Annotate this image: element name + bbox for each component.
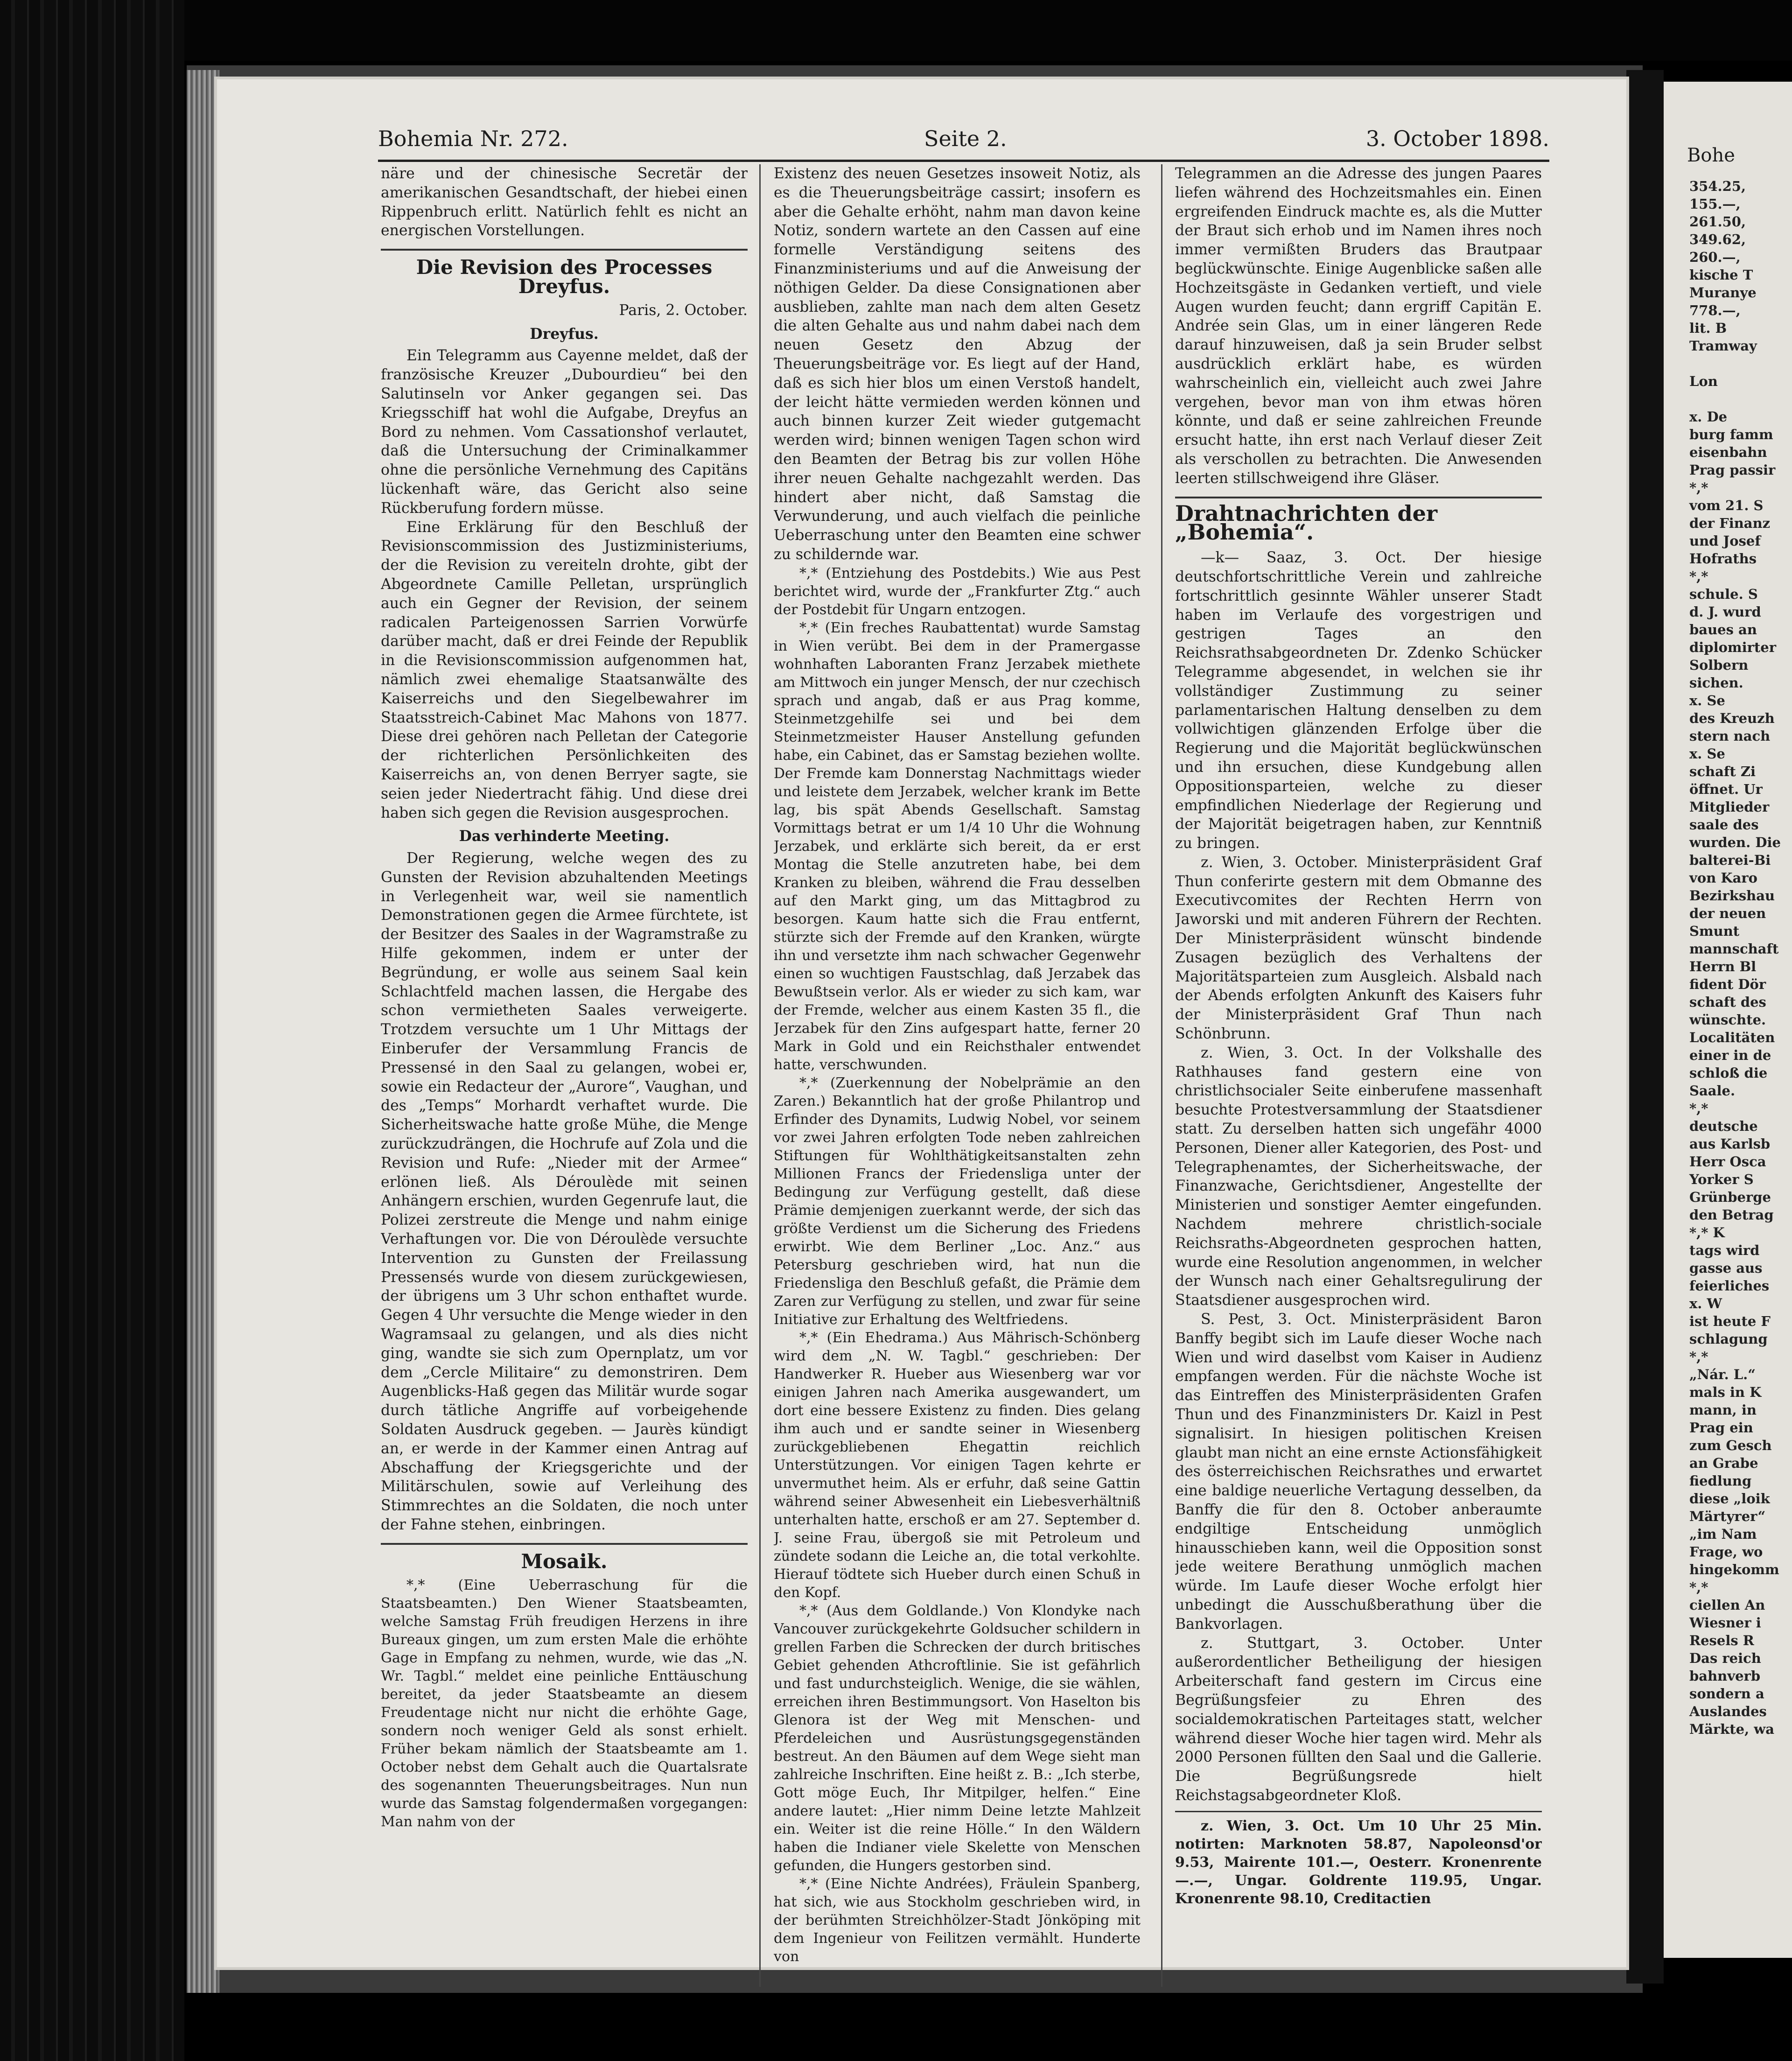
next-page-line: Herr Osca <box>1689 1154 1766 1170</box>
news-item: *,* (Zuerkennung der Nobelprämie an den Zaren.) Bekanntlich hat der große Philantrop und Erfinder des Dynamits, Ludwig Nobel, vor seinem vor zwei Jahren erfolgten Tode neben zahlreichen Stiftungen für Wohlthätigkeitsanstalten zehn Millionen Francs der Friedensliga unter der Bedingung zur Verfügung gestellt, daß diese Prämie demjenigen zuerkannt werde, der sich das größte Verdienst um die Sicherung des Friedens erwirbt. Wie dem Berliner „Loc. Anz.“ aus Petersburg geschrieben wird, hat nun die Friedensliga den Beschluß gefaßt, die Prämie dem Zaren zur Verfügung zu stellen, und zwar für seine Initiative zur Erhaltung des Weltfriedens. <box>774 1074 1141 1328</box>
next-page-line: fident Dör <box>1689 976 1766 992</box>
subhead-dreyfus: Dreyfus. <box>530 325 599 343</box>
next-page-line: Bezirkshau <box>1689 888 1775 904</box>
next-page-line: 778.—, <box>1689 302 1741 318</box>
next-page-line: wurden. Die <box>1689 834 1781 850</box>
next-page-line: Solbern <box>1689 657 1749 673</box>
next-page-line: und Josef <box>1689 533 1761 549</box>
next-page-line <box>1689 390 1792 408</box>
page-header <box>378 126 1549 159</box>
telegram: z. Wien, 3. October. Ministerpräsident Graf Thun conferirte gestern mit dem Obmanne des Executivcomites der Rechten Herrn von Jaworski und mit anderen Führern der Rechten. Der Ministerpräsident wünscht bindende Zusagen bezüglich des Verhaltens der Majoritätsparteien zum Ausgleich. Alsbald nach der Abends erfolgten Ankunft des Kaisers fuhr der Ministerpräsident Graf Thun nach Schönbrunn. <box>1175 854 1542 1043</box>
next-page-line: Lon <box>1689 373 1718 389</box>
next-page-line: Muranye <box>1689 285 1757 301</box>
next-page-line: *,* <box>1689 1101 1708 1116</box>
next-page-line: bahnverb <box>1689 1668 1761 1684</box>
next-page-line: Frage, wo <box>1689 1544 1763 1560</box>
next-page-line: ciellen An <box>1689 1597 1765 1613</box>
next-page-line: einer in de <box>1689 1047 1771 1063</box>
news-item: *,* (Ein freches Raubattentat) wurde Samstag in Wien verübt. Bei dem in der Pramergasse wohnhaften Laboranten Franz Jerzabek miethete am Mittwoch ein junger Mensch, der nur czechisch sprach und angab, daß er aus Prag komme, Steinmetzgehilfe sei und bei dem Steinmetzmeister Hauser Anstellung gefunden habe, ein Cabinet, das er Samstag beziehen wollte. Der Fremde kam Donnerstag Nachmittags wieder und leistete dem Jerzabek, welcher krank im Bette lag, bis spät Abends Gesellschaft. Samstag Vormittags betrat er um 1/4 10 Uhr die Wohnung Jerzabek, und erklärte sich bereit, da er erst Montag die Stelle anzutreten habe, bei dem Kranken zu bleiben, während die Frau desselben auf den Markt ging, um das Mittagbrod zu besorgen. Kaum hatte sich die Frau entfernt, stürzte sich der Fremde auf den Kranken, würgte ihn und versetzte ihm nach schwacher Gegenwehr einen so wuchtigen Faustschlag, daß Jerzabek das Bewußtsein verlor. Als er wieder zu sich kam, war der Fremde, welcher aus einem Kasten 35 fl., die Jerzabek für den Zins aufgespart hatte, ferner 20 Mark in Gold und ein Reichsthaler entwendet hatte, verschwunden. <box>774 619 1141 1073</box>
next-page-line: zum Gesch <box>1689 1437 1772 1453</box>
issue-date: 3. October 1898. <box>1365 126 1549 151</box>
next-page-line: der Finanz <box>1689 515 1771 531</box>
next-page-line: baues an <box>1689 622 1757 638</box>
next-page-line: diplomirter <box>1689 639 1777 655</box>
next-page-line: Das reich <box>1689 1650 1761 1666</box>
next-page-title: Bohe <box>1687 145 1735 166</box>
next-page-line: *,* <box>1689 568 1708 584</box>
next-page-line: Märkte, wa <box>1689 1721 1775 1737</box>
next-page-line: x. Se <box>1689 746 1725 762</box>
next-page-line: *,* <box>1689 480 1708 496</box>
next-page-line: stern nach <box>1689 728 1771 744</box>
next-page-line: Prag ein <box>1689 1420 1753 1436</box>
article-continuation: näre und der chinesische Secretär der amerikanischen Gesandtschaft, der hiebei einen Rippenbruch erlitt. Natürlich fehlt es nicht an energischen Vorstellungen. <box>381 165 748 239</box>
telegram: —k— Saaz, 3. Oct. Der hiesige deutschfortschrittliche Verein und zahlreiche fortschrittlich gesinnte Wähler unserer Stadt haben im Verlaufe des vorgestrigen und gestrigen Tages an den Reichsrathsabgeordneten Dr. Zdenko Schücker Telegramme abgesendet, in welchen sie ihr vollständiger Zustimmung zu seiner parlamentarischen Haltung denselben zu dem vollwichtigen glänzenden Erfolge über die Regierung und die Majorität beglückwünschen und ihn ersuchen, diese Kundgebung allen Oppositionsparteien, welche zu dieser empfindlichen Niederlage der Regierung und der Majorität beigetragen haben, zur Kenntniß zu bringen. <box>1175 549 1542 852</box>
next-page-line: balterei-Bi <box>1689 852 1771 868</box>
paragraph: Telegrammen an die Adresse des jungen Paares liefen während des Hochzeitsmahles ein. Einen ergreifenden Eindruck machte es, als die Mutter der Braut sich erhob und im Namen ihres noch immer vermißten Bruders das Brautpaar beglückwünschte. Einige Augenblicke saßen alle Hochzeitsgäste in Gedanken vertieft, und viele Augen wurden feucht; dann ergriff Capitän E. Andrée sein Glas, um in einer längeren Rede darauf hinzuweisen, daß ja sein Bruder selbst ausdrücklich erklärt habe, es würden wahrscheinlich ein, vielleicht auch zwei Jahre vergehen, bevor man von ihm etwas hören könnte, und daß er seine zahlreichen Freunde ersucht hatte, ihn erst nach Verlauf dieser Zeit als verschollen zu betrachten. Die Anwesenden leerten stillschweigend ihre Gläser. <box>1175 165 1542 487</box>
next-page-line: Resels R <box>1689 1633 1754 1648</box>
next-page-line: mann, in <box>1689 1402 1757 1418</box>
page-number: Seite 2. <box>924 126 1007 151</box>
next-page-line: schloß die <box>1689 1065 1768 1081</box>
next-page-line: schlagung <box>1689 1331 1768 1347</box>
section-title-telegrams: Drahtnachrichten der „Bohemia“. <box>1175 500 1438 545</box>
next-page-line: Grünberge <box>1689 1189 1771 1205</box>
paragraph: Eine Erklärung für den Beschluß der Revisionscommission des Justizministeriums, der die Revision zu vereiteln drohte, gibt der Abgeordnete Camille Pelletan, ursprünglich auch ein Gegner der Revision, der seinem radicalen Parteigenossen Sarrien Vorwürfe darüber macht, daß er drei Feinde der Republik in die Revisionscommission aufgenommen hat, nämlich zwei ehemalige Staatsanwälte des Kaiserreichs und den Siegelbewahrer im Staatsstreich-Cabinet Mac Mahons von 1877. Diese drei gehören nach Pelletan der Categorie der richterlichen Persönlichkeiten des Kaiserreichs an, von denen Berryer sagte, sie seien jeder Niedertracht fähig. Und diese drei haben sich gegen die Revision ausgesprochen. <box>381 519 748 821</box>
next-page-fragment <box>1664 82 1792 1958</box>
next-page-line: gasse aus <box>1689 1260 1763 1276</box>
next-page-line: „im Nam <box>1689 1526 1757 1542</box>
next-page-line: hingekomm <box>1689 1562 1779 1577</box>
news-item: *,* (Ein Ehedrama.) Aus Mährisch-Schönberg wird dem „N. W. Tagbl.“ geschrieben: Der Handwerker R. Hueber aus Wiesenberg war vor einigen Jahren nach Amerika ausgewandert, um dort eine bessere Existenz zu finden. Dies gelang ihm auch und er sandte seiner in Wiesenberg zurückgebliebenen Ehegattin reichlich Unterstützungen. Vor einigen Tagen kehrte er unvermuthet heim. Als er erfuhr, daß seine Gattin während seiner Abwesenheit ein Liebesverhältniß unterhalten hatte, erschoß er am 27. September d. J. seine Frau, übergoß sie mit Petroleum und zündete sodann die Leiche an, die total verkohlte. Hierauf tödtete sich Hueber durch einen Schuß in den Kopf. <box>774 1329 1141 1601</box>
next-page-line: Tramway <box>1689 338 1757 354</box>
next-page-line: 349.62, <box>1689 231 1746 247</box>
paragraph: Ein Telegramm aus Cayenne meldet, daß der französische Kreuzer „Dubourdieu“ bei den Salutinseln vor Anker gegangen sei. Das Kriegsschiff hat wohl die Aufgabe, Dreyfus an Bord zu nehmen. Vom Cassationshof verlautet, daß die Untersuchung der Criminalkammer ohne die persönliche Vernehmung des Capitäns lückenhaft wäre, das Gericht also seine Rückberufung fordern müsse. <box>381 347 748 517</box>
next-page-line: Märtyrer“ <box>1689 1508 1766 1524</box>
next-page-line: *,* K <box>1689 1225 1725 1241</box>
next-page-line: *,* <box>1689 1349 1708 1365</box>
next-page-line: wünschte. <box>1689 1012 1766 1028</box>
column-rule <box>1161 164 1162 1987</box>
paragraph: Der Regierung, welche wegen des zu Gunsten der Revision abzuhaltenden Meetings in Verlegenheit war, weil sie namentlich Demonstrationen gegen die Armee fürchtete, ist der Besitzer des Saales in der Wagramstraße zu Hilfe gekommen, indem er unter der Begründung, er wolle aus seinem Saal kein Schlachtfeld machen lassen, die Hergabe des schon vermietheten Saales verweigerte. Trotzdem versuchte um 1 Uhr Mittags der Einberufer der Versammlung Francis de Pressensé in den Saal zu gelangen, wobei er, sowie ein Redacteur der „Aurore“, Vaughan, und des „Temps“ Morhardt verhaftet wurde. Die Sicherheitswache hatte große Mühe, die Menge zurückzudrängen, die Hochrufe auf Zola und die Revision und Rufe: „Nieder mit der Armee“ erlönen ließ. Als Déroulède mit seinen Anhängern erschien, wurden Gegenrufe laut, die Polizei zerstreute die Menge und nahm einige Verhaftungen vor. Die von Déroulède versuchte Intervention zu Gunsten der Freilassung Pressensés wurde von diesem zurückgewiesen, der übrigens um 3 Uhr schon enthaftet wurde. Gegen 4 Uhr versuchte die Menge wieder in den Wagramsaal zu gelangen, und als dies nicht ging, wandte sie sich zum Opernplatz, um vor dem „Cercle Militaire“ zu demonstriren. Dem Augenblicks-Haß gegen das Militär wurde sogar durch tätliche Angriffe auf vorbeigehende Soldaten Ausdruck gegeben. — Jaurès kündigt an, er werde in der Kammer einen Antrag auf Abschaffung der Kriegsgerichte und der Militärschulen, sowie auf Verleihung des Stimmrechtes an die Soldaten, die noch unter der Fahne stehen, einbringen. <box>381 850 748 1533</box>
next-page-line: x. W <box>1689 1296 1722 1311</box>
next-page-line: des Kreuzh <box>1689 710 1775 726</box>
paragraph: Existenz des neuen Gesetzes insoweit Notiz, als es die Theuerungsbeiträge cassirt; insofern es aber die Gehalte erhöht, nahm man davon keine Notiz, sondern wartete an den Cassen auf eine formelle Verständigung seitens des Finanzministeriums und auf die Anweisung der nöthigen Gelder. Da diese Consignationen aber ausblieben, zahlte man nach dem alten Gesetz die alten Gehalte aus und nahm dabei nach dem neuen Gesetz den Abzug der Theuerungsbeiträge vor. Es liegt auf der Hand, daß es sich hier blos um einen Verstoß handelt, der leicht hätte vermieden werden können und auch binnen kurzer Zeit wieder gutgemacht werden wird; binnen wenigen Tagen schon wird den Beamten der Betrag bis zur vollen Höhe ihrer neuen Gehalte nachgezahlt werden. Das hindert aber nicht, daß Samstag die Verwunderung, und auch vielfach die peinliche Ueberraschung unter den Beamten eine schwer zu schildernde war. <box>774 165 1141 563</box>
next-page-line: tags wird <box>1689 1242 1760 1258</box>
next-page-line: eisenbahn <box>1689 444 1767 460</box>
next-page-line: deutsche <box>1689 1118 1758 1134</box>
next-page-line: Hofraths <box>1689 551 1757 567</box>
page-edges <box>187 70 219 1993</box>
next-page-line: *,* <box>1689 1579 1708 1595</box>
film-edge <box>0 0 1792 61</box>
next-page-line: Saale. <box>1689 1083 1736 1099</box>
header-rule <box>378 160 1549 162</box>
next-page-line: saale des <box>1689 817 1759 833</box>
next-page-line: mannschaft <box>1689 941 1779 957</box>
next-page-line: mals in K <box>1689 1384 1762 1400</box>
gutter <box>1626 70 1664 1984</box>
next-page-line: feierliches <box>1689 1278 1770 1294</box>
next-page-line: Localitäten <box>1689 1030 1775 1045</box>
column-1 <box>381 164 748 1987</box>
paragraph: *,* (Eine Ueberraschung für die Staatsbeamten.) Den Wiener Staatsbeamten, welche Samstag Früh freudigen Herzens in ihre Bureaux gingen, um zum ersten Male die erhöhte Gage in Empfang zu nehmen, wurde, wie das „N. Wr. Tagbl.“ meldet eine peinliche Enttäuschung bereitet, da jeder Staatsbeamte an diesem Freudentage nicht nur nicht die erhöhte Gage, sondern noch weniger Geld als sonst erhielt. Früher bekam nämlich der Staatsbeamte am 1. October nebst dem Gehalt auch die Quartalsrate des sogenannten Theuerungsbeitrages. Nun nun wurde das Samstag folgendermaßen vorgegangen: Man nahm von der <box>381 1577 748 1830</box>
next-page-line: ist heute F <box>1689 1313 1771 1329</box>
next-page-line: Herrn Bl <box>1689 959 1757 974</box>
next-page-line: Mitglieder <box>1689 799 1770 815</box>
next-page-line: „Nár. L.“ <box>1689 1367 1756 1382</box>
column-rule <box>759 164 761 1987</box>
next-page-lines <box>1689 177 1792 1738</box>
next-page-line: Yorker S <box>1689 1171 1754 1187</box>
next-page-line: an Grabe <box>1689 1455 1758 1471</box>
next-page-line: Smunt <box>1689 923 1740 939</box>
article-divider <box>381 249 748 251</box>
next-page-line: diese „loik <box>1689 1491 1770 1507</box>
section-divider <box>381 1543 748 1545</box>
news-item: *,* (Entziehung des Postdebits.) Wie aus Pest berichtet wird, wurde der „Frankfurter Ztg.“ auch der Postdebit für Ungarn entzogen. <box>774 565 1141 618</box>
next-page-line: sondern a <box>1689 1686 1764 1702</box>
next-page-line: aus Karlsb <box>1689 1136 1771 1152</box>
next-page-line: vom 21. S <box>1689 498 1764 513</box>
next-page-line <box>1689 355 1792 372</box>
next-page-line: Wiesner i <box>1689 1615 1761 1631</box>
section-divider <box>1175 497 1542 498</box>
film-strip-left <box>0 0 184 2061</box>
masthead-issue: Bohemia Nr. 272. <box>378 126 568 151</box>
next-page-line: der neuen <box>1689 905 1766 921</box>
telegram: S. Pest, 3. Oct. Ministerpräsident Baron Banffy begibt sich im Laufe dieser Woche nach Wien und wird daselbst vom Kaiser in Audienz empfangen werden. Für die nächste Woche ist das Eintreffen des Ministerpräsidenten Grafen Thun und des Finanzministers Dr. Kaizl in Pest signalisirt. In hiesigen politischen Kreisen glaubt man nicht an eine ernste Actionsfähigkeit des österreichischen Reichsrathes und erwartet eine baldige neuerliche Vertagung desselben, da Banffy die für den 8. October anberaumte endgiltige Entscheidung unmöglich hinausschieben kann, weil die Opposition sonst jede weitere Berathung unmöglich machen würde. Im Laufe dieser Woche erfolgt hier unbedingt die Ausschußberathung über die Bankvorlagen. <box>1175 1311 1542 1633</box>
next-page-line: 354.25, <box>1689 178 1746 194</box>
section-title-mosaik: Mosaik. <box>521 1549 608 1573</box>
next-page-line: Prag passir <box>1689 462 1776 478</box>
headline-dreyfus: Die Revision des Processes Dreyfus. <box>416 256 713 298</box>
next-page-line: kische T <box>1689 267 1753 283</box>
news-item: *,* (Eine Nichte Andrées), Fräulein Spanberg, hat sich, wie aus Stockholm geschrieben wird, in der berühmten Streichhölzer-Stadt Jönköping mit dem Ingenieur von Feilitzen vermählt. Hunderte von <box>774 1875 1141 1965</box>
column-3 <box>1175 164 1542 1987</box>
next-page-line: schule. S <box>1689 586 1758 602</box>
next-page-line: 155.—, <box>1689 196 1741 212</box>
next-page-line: schaft des <box>1689 994 1766 1010</box>
news-item: *,* (Aus dem Goldlande.) Von Klondyke nach Vancouver zurückgekehrte Goldsucher schildern in grellen Farben die Schrecken der durch britisches Gebiet gehenden Athcroftlinie. Sie ist gefährlich und fast undurchsteiglich. Wenige, die sie wählen, erreichen ihren Bestimmungsort. Von Haselton bis Glenora ist der Weg mit Menschen- und Pferdeleichen und Ausrüstungsgegenständen bestreut. An den Bäumen auf dem Wege sieht man zahlreiche Inschriften. Eine heißt z. B.: „Ich sterbe, Gott möge Euch, Ihr Mitpilger, helfen.“ Eine andere lautet: „Hier nimm Deine letzte Mahlzeit ein. Weiter ist die reine Hölle.“ In den Wäldern haben die Indianer viele Skelette von Menschen gefunden, die Hungers gestorben sind. <box>774 1602 1141 1874</box>
next-page-line: lit. B <box>1689 320 1727 336</box>
next-page-line: 260.—, <box>1689 249 1741 265</box>
dateline: Paris, 2. October. <box>619 301 748 319</box>
next-page-line: von Karo <box>1689 870 1757 886</box>
market-report: z. Wien, 3. Oct. Um 10 Uhr 25 Min. notirten: Marknoten 58.87, Napoleonsd'or 9.53, Mairente 101.—, Oesterr. Kronenrente —.—, Ungar. Goldrente 119.95, Ungar. Kronenrente 98.10, Creditactien <box>1175 1817 1542 1907</box>
next-page-line: schaft Zi <box>1689 764 1756 779</box>
divider <box>1175 1811 1542 1812</box>
next-page-line: sichen. <box>1689 675 1743 691</box>
telegram: z. Wien, 3. Oct. In der Volkshalle des Rathhauses fand gestern eine von christlichsocialer Seite einberufene massenhaft besuchte Protestversammlung der Staatsdiener statt. Zu derselben hatten sich ungefähr 4000 Personen, Diener aller Kategorien, des Post- und Telegraphenamtes, der Sicherheitswache, der Finanzwache, Gerichtsdiener, Angestellte der Ministerien und sonstiger Aemter eingefunden. Nachdem mehrere christlich-sociale Reichsraths-Abgeordneten gesprochen hatten, wurde eine Resolution angenommen, in welcher der Wunsch nach einer Gehaltsregulirung der Staatsdiener ausgesprochen wird. <box>1175 1044 1542 1309</box>
next-page-line: Auslandes <box>1689 1703 1767 1719</box>
column-2 <box>774 164 1141 1987</box>
telegram: z. Stuttgart, 3. October. Unter außerordentlicher Betheiligung der hiesigen Arbeiterschaft fand gestern im Circus eine Begrüßungsfeier zu Ehren des socialdemokratischen Parteitages statt, welcher während dieser Woche hier tagen wird. Mehr als 2000 Personen füllten den Saal und die Gallerie. Die Begrüßungsrede hielt Reichstagsabgeordneter Kloß. <box>1175 1634 1542 1804</box>
next-page-line: den Betrag <box>1689 1207 1774 1223</box>
next-page-line: d. J. wurd <box>1689 604 1761 620</box>
next-page-line: fiedlung <box>1689 1473 1752 1489</box>
next-page-line: 261.50, <box>1689 214 1746 230</box>
next-page-line: burg famm <box>1689 427 1773 442</box>
subhead-meeting: Das verhinderte Meeting. <box>459 827 670 845</box>
next-page-line: x. Se <box>1689 693 1725 708</box>
next-page-line: öffnet. Ur <box>1689 781 1763 797</box>
next-page-line: x. De <box>1689 409 1728 425</box>
